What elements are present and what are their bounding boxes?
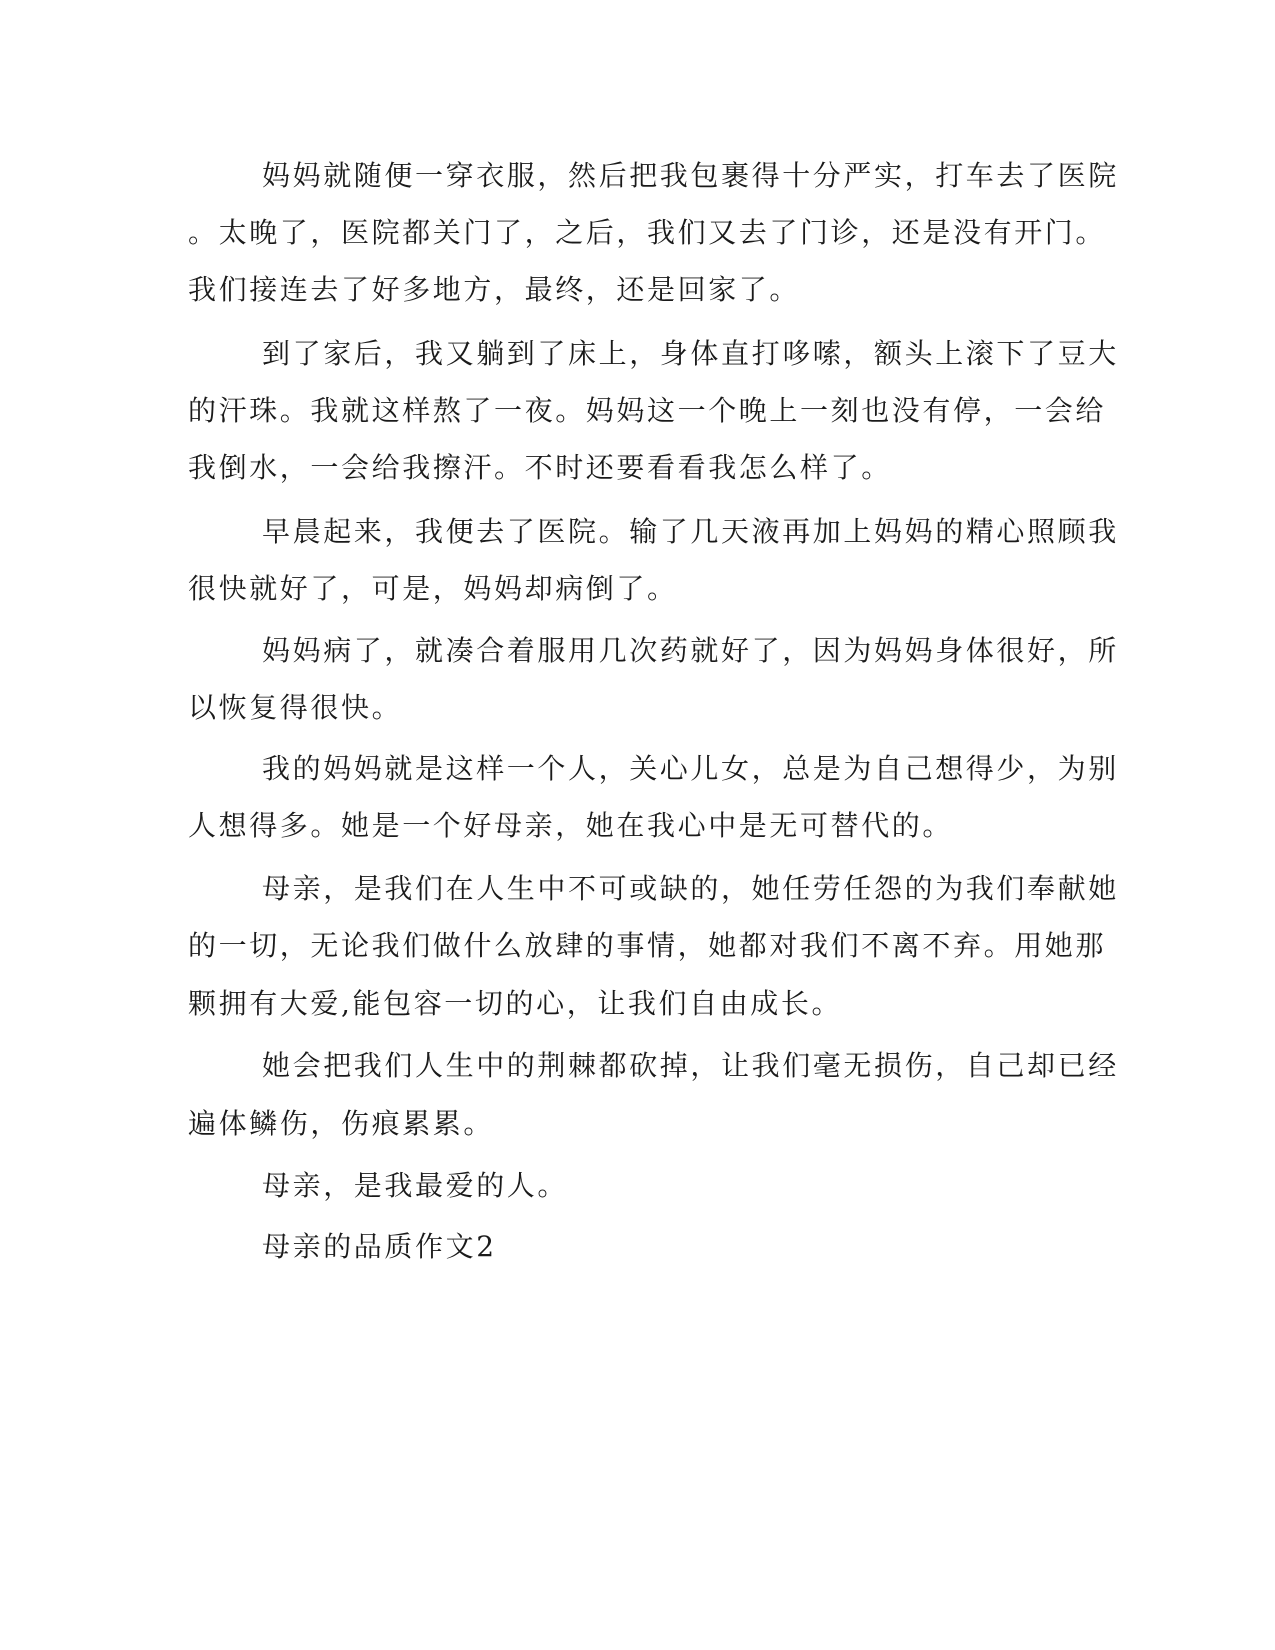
- text-line: 妈妈就随便一穿衣服，然后把我包裹得十分严实，打车去了医院: [262, 159, 1119, 192]
- text-line: 她会把我们人生中的荆棘都砍掉，让我们毫无损伤，自己却已经: [262, 1049, 1119, 1082]
- text-line: 妈妈病了，就凑合着服用几次药就好了，因为妈妈身体很好，所: [262, 634, 1119, 667]
- text-line: 的一切，无论我们做什么放肆的事情，她都对我们不离不弃。用她那: [188, 929, 1107, 962]
- text-line: 的汗珠。我就这样熬了一夜。妈妈这一个晚上一刻也没有停，一会给: [188, 394, 1107, 427]
- section-heading: 母亲的品质作文2: [262, 1230, 497, 1263]
- text-line: 早晨起来，我便去了医院。输了几天液再加上妈妈的精心照顾我: [262, 515, 1119, 548]
- text-line: 母亲，是我最爱的人。: [262, 1169, 569, 1202]
- text-line: 遍体鳞伤，伤痕累累。: [188, 1107, 495, 1140]
- text-line: 到了家后，我又躺到了床上，身体直打哆嗦，额头上滚下了豆大: [262, 337, 1119, 370]
- text-line: 颗拥有大爱,能包容一切的心，让我们自由成长。: [188, 987, 843, 1020]
- text-line: 人想得多。她是一个好母亲，她在我心中是无可替代的。: [188, 809, 954, 842]
- text-line: 我们接连去了好多地方，最终，还是回家了。: [188, 273, 801, 306]
- text-line: 以恢复得很快。: [188, 691, 403, 724]
- text-line: 很快就好了，可是，妈妈却病倒了。: [188, 572, 678, 605]
- text-line: 。太晚了，医院都关门了，之后，我们又去了门诊，还是没有开门。: [188, 216, 1107, 249]
- text-line: 我倒水，一会给我擦汗。不时还要看看我怎么样了。: [188, 451, 892, 484]
- text-line: 我的妈妈就是这样一个人，关心儿女，总是为自己想得少，为别: [262, 752, 1119, 785]
- text-line: 母亲，是我们在人生中不可或缺的，她任劳任怨的为我们奉献她: [262, 872, 1119, 905]
